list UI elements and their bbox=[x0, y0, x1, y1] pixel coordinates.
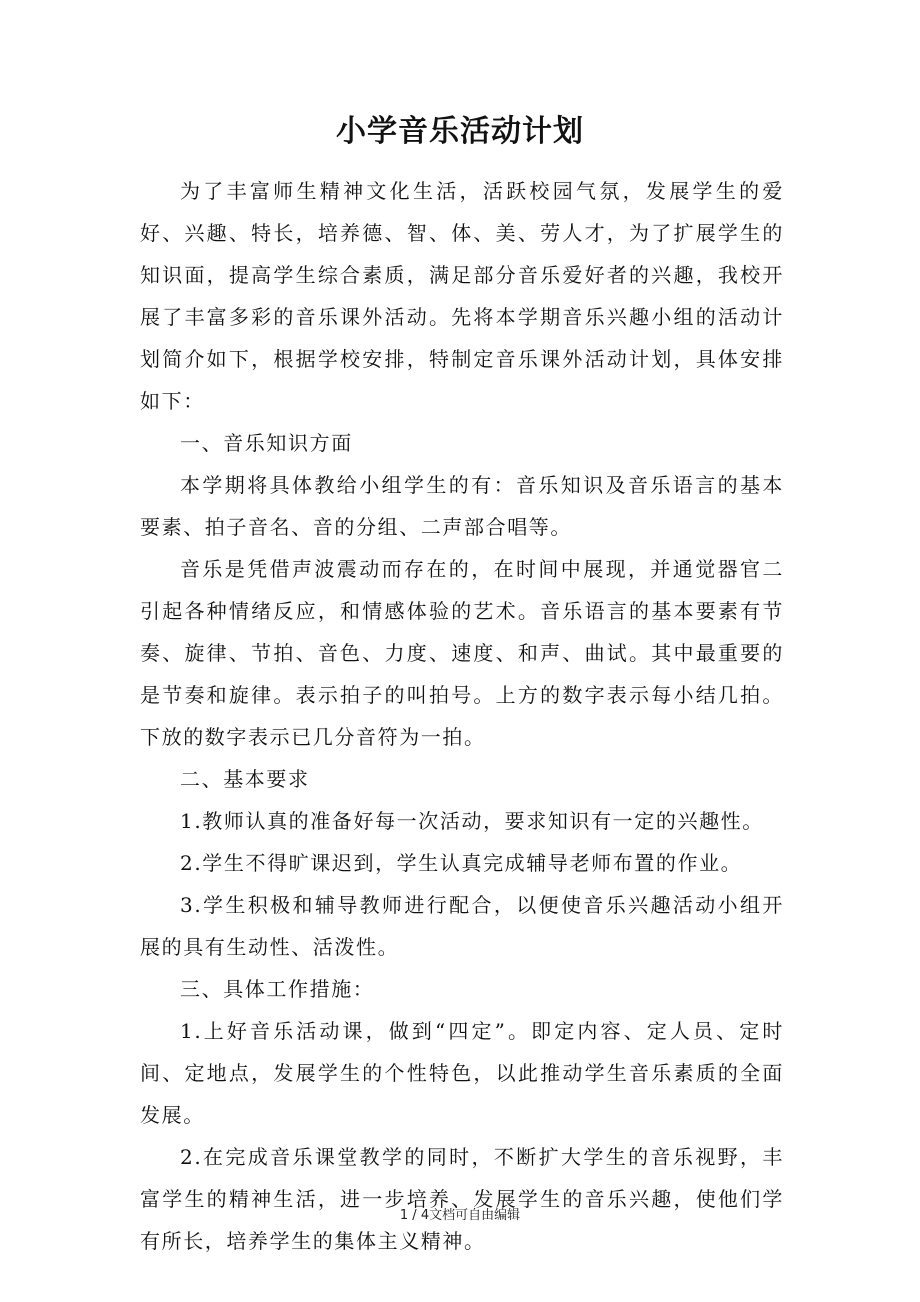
list-item: 1.教师认真的准备好每一次活动，要求知识有一定的兴趣性。 bbox=[180, 809, 764, 833]
intro-paragraph: 为了丰富师生精神文化生活，活跃校园气氛，发展学生的爱好、兴趣、特长，培养德、智、体、美、劳人才，为了扩展学生的知识面，提高学生综合素质，满足部分音乐爱好者的兴趣，我校开展了丰富多彩的音乐课外活动。先将本学期音乐兴趣小组的活动计划简介如下，根据学校安排，特制定音乐课外活动计划，具体安排如下： bbox=[140, 179, 784, 413]
list-item: 2.学生不得旷课迟到，学生认真完成辅导老师布置的作业。 bbox=[180, 851, 743, 875]
page-footer: 1 / 4文档可自由编辑 bbox=[399, 1208, 521, 1223]
section-heading-music-knowledge: 一、音乐知识方面 bbox=[180, 431, 353, 455]
paragraph: 音乐是凭借声波震动而存在的，在时间中展现，并通觉器官二引起各种情绪反应，和情感体验的艺术。音乐语言的基本要素有节奏、旋律、节拍、音色、力度、速度、和声、曲试。其中最重要的是节奏和旋律。表示拍子的叫拍号。上方的数字表示每小结几拍。下放的数字表示已几分音符为一拍。 bbox=[140, 557, 784, 749]
document-title: 小学音乐活动计划 bbox=[336, 114, 584, 149]
section-heading-measures: 三、具体工作措施： bbox=[180, 977, 375, 1001]
paragraph: 本学期将具体教给小组学生的有：音乐知识及音乐语言的基本要素、拍子音名、音的分组、二声部合唱等。 bbox=[140, 473, 784, 539]
document-body bbox=[140, 170, 784, 1262]
list-item: 2.在完成音乐课堂教学的同时，不断扩大学生的音乐视野，丰富学生的精神生活，进一步培养、发展学生的音乐兴趣，使他们学有所长，培养学生的集体主义精神。 bbox=[140, 1145, 784, 1253]
list-item: 3.学生积极和辅导教师进行配合，以便使音乐兴趣活动小组开展的具有生动性、活泼性。 bbox=[140, 893, 784, 959]
list-item: 1.上好音乐活动课，做到“四定”。即定内容、定人员、定时间、定地点，发展学生的个性特色，以此推动学生音乐素质的全面发展。 bbox=[140, 1019, 784, 1127]
section-heading-basic-requirements: 二、基本要求 bbox=[180, 767, 310, 791]
